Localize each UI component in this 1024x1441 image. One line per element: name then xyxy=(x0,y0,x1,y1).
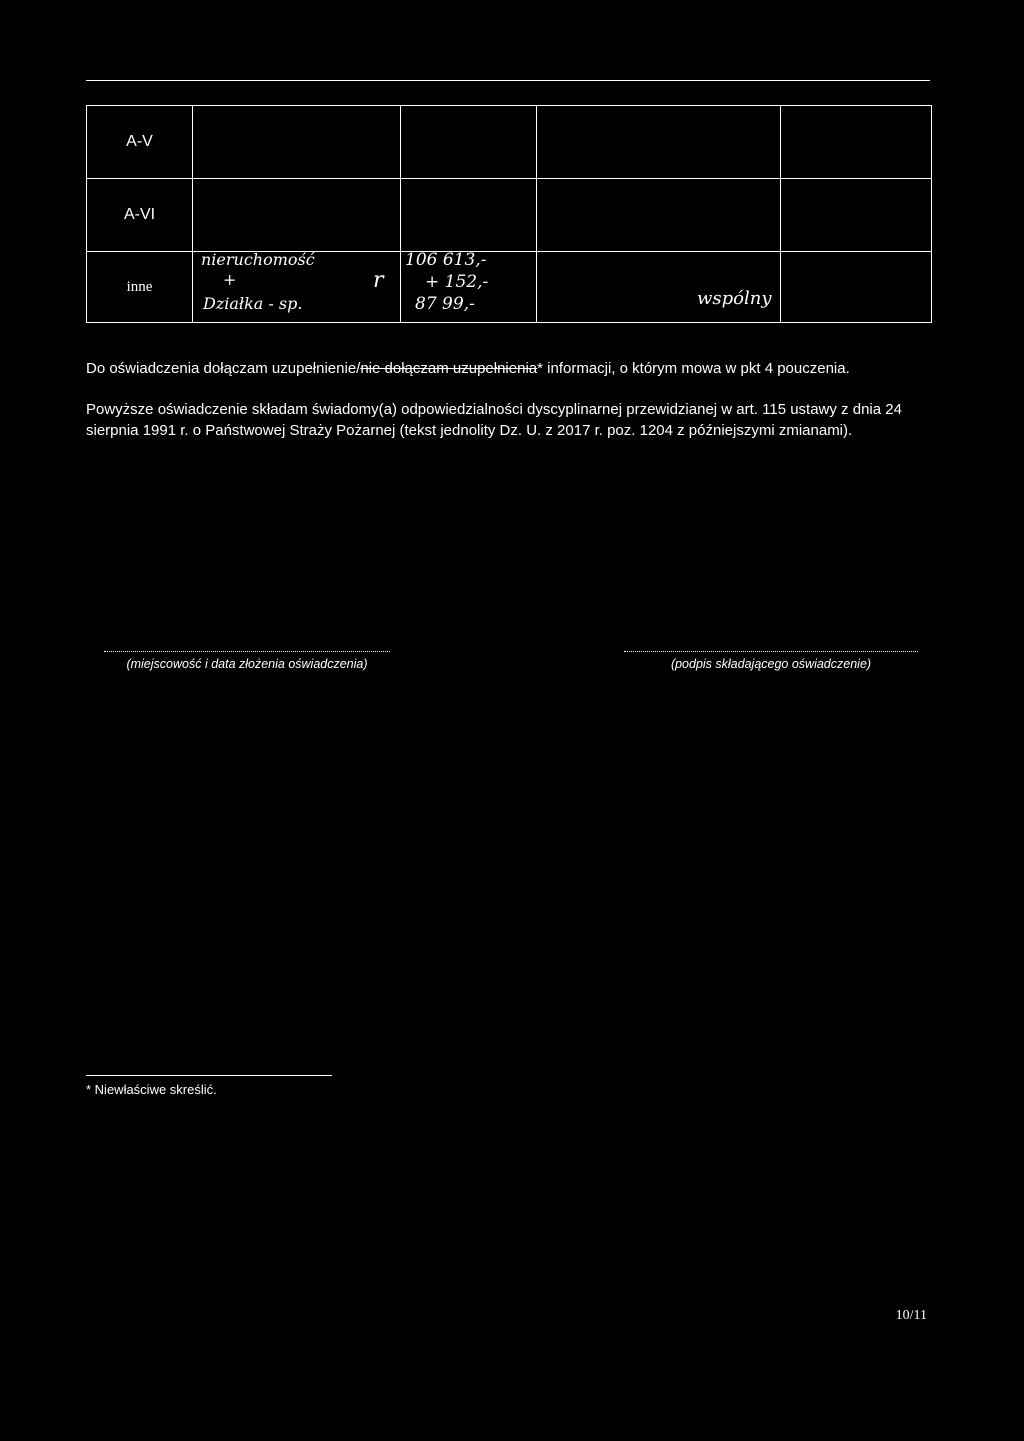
handwritten-description-line2: Działka - sp. xyxy=(203,294,303,313)
table-cell xyxy=(781,252,932,323)
table-cell xyxy=(193,179,401,252)
handwritten-value-line3: 87 99,- xyxy=(415,294,475,314)
responsibility-statement: Powyższe oświadczenie składam świadomy(a) odpowiedzialności dyscyplinarnej przewidzianej w art. 115 ustawy z dnia 24 sierpnia 1991 r. o Państwowej Straży Pożarnej (tekst jednolity Dz. U. z 2017 r. poz. 1204 z późniejszymi zmianami). xyxy=(86,401,902,439)
handwritten-mark: r xyxy=(373,268,384,293)
table-cell xyxy=(781,179,932,252)
attachment-statement xyxy=(86,358,946,379)
table-row xyxy=(87,179,932,252)
table-cell xyxy=(401,106,537,179)
footnote-rule xyxy=(86,1075,332,1076)
handwritten-ownership-cell xyxy=(537,252,781,323)
handwritten-description-line1: nieruchomość xyxy=(201,250,315,269)
table-cell xyxy=(401,179,537,252)
row-label: A-VI xyxy=(87,179,193,252)
table-row xyxy=(87,252,932,323)
table-cell xyxy=(781,106,932,179)
attachment-struck-option: nie dołączam uzupełnienia xyxy=(360,360,538,377)
attachment-prefix: Do oświadczenia dołączam uzupełnienie/ xyxy=(86,360,361,377)
table-cell xyxy=(537,179,781,252)
attachment-suffix: * informacji, o którym mowa w pkt 4 pouczenia. xyxy=(537,360,850,377)
asset-table xyxy=(86,105,932,323)
handwritten-value-line2: + 152,- xyxy=(425,272,489,292)
table-cell xyxy=(537,106,781,179)
handwritten-ownership: wspólny xyxy=(697,288,772,309)
signature-caption: (podpis składającego oświadczenie) xyxy=(670,657,872,671)
page-number: 10/11 xyxy=(895,1308,927,1323)
handwritten-description-cell xyxy=(193,252,401,323)
place-date-caption: (miejscowość i data złożenia oświadczenia) xyxy=(126,657,368,671)
top-rule xyxy=(86,80,930,81)
place-date-line xyxy=(104,651,390,652)
signature-line xyxy=(624,651,918,652)
table-row xyxy=(87,106,932,179)
table-cell xyxy=(193,106,401,179)
row-label: A-V xyxy=(87,106,193,179)
handwritten-value-cell xyxy=(401,252,537,323)
row-label: inne xyxy=(87,252,193,323)
footnote: * Niewłaściwe skreślić. xyxy=(86,1082,217,1097)
handwritten-value-line1: 106 613,- xyxy=(405,250,487,270)
handwritten-mark: + xyxy=(223,270,237,289)
